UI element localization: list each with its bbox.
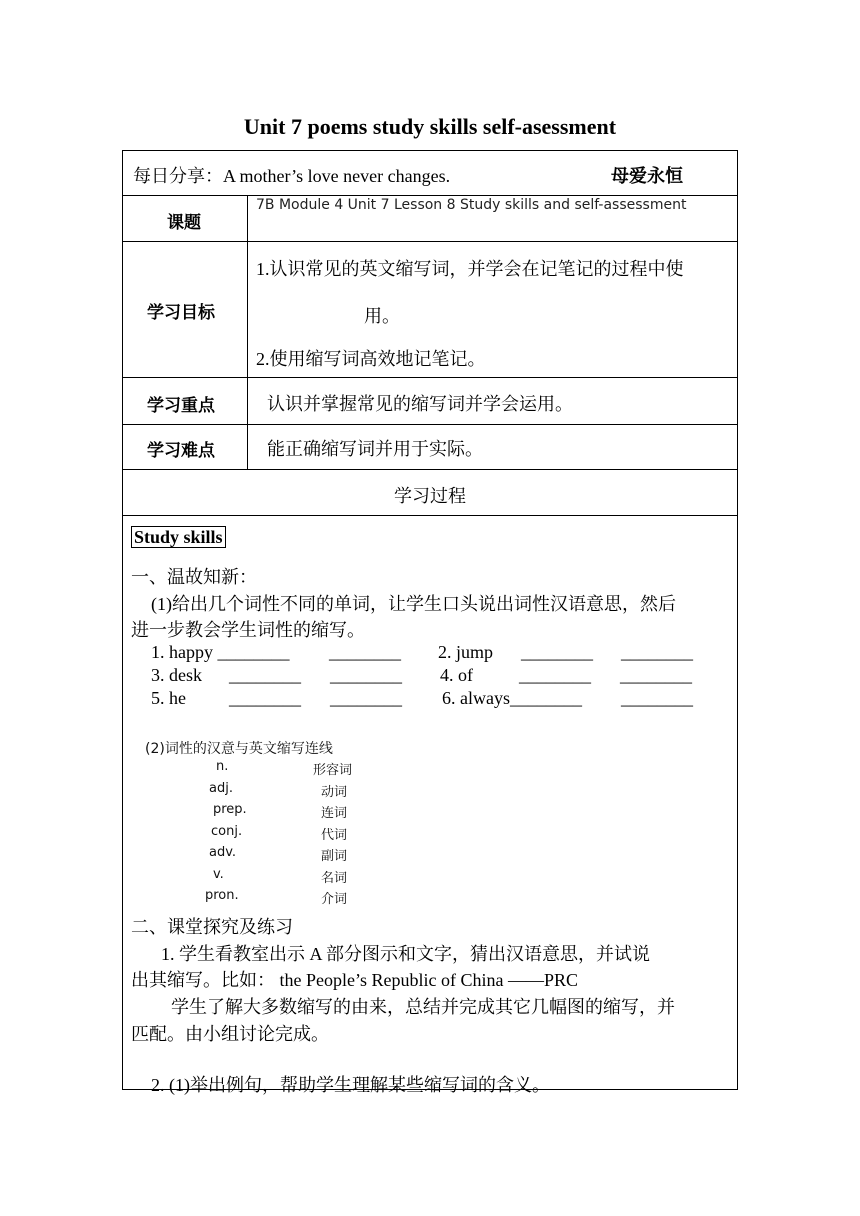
match-cn: 动词 xyxy=(321,784,348,800)
exercise-blank: ________ xyxy=(329,642,401,662)
row-divider xyxy=(123,377,737,378)
exercise-blank: ________ xyxy=(330,688,402,708)
study-skills-box: Study skills xyxy=(131,526,226,548)
exercise-item: 3. desk xyxy=(151,665,202,685)
daily-share-cn: 母爱永恒 xyxy=(611,166,683,187)
goal-line-1-cont: 用。 xyxy=(364,306,400,326)
match-abbr: pron. xyxy=(205,888,239,903)
exercise-item: 5. he xyxy=(151,688,186,708)
row-divider xyxy=(123,195,737,196)
exercise-item: 2. jump xyxy=(438,642,494,662)
exercise-blank: ________ xyxy=(330,665,402,685)
exercise-blank: ________ xyxy=(621,688,693,708)
match-title: (2)词性的汉意与英文缩写连线 xyxy=(145,741,333,757)
difficulty-label: 学习难点 xyxy=(147,441,215,461)
match-abbr: conj. xyxy=(211,823,243,839)
focus-label: 学习重点 xyxy=(147,396,215,416)
focus-value: 认识并掌握常见的缩写词并学会运用。 xyxy=(267,394,573,414)
paragraph-2b: 出其缩写。比如： the People’s Republic of China ——PRC xyxy=(131,970,578,990)
goals-label: 学习目标 xyxy=(147,303,215,323)
exercise-blank: ________ xyxy=(621,642,693,662)
goal-line-2: 2.使用缩写词高效地记笔记。 xyxy=(256,349,486,369)
row-divider xyxy=(123,515,737,516)
paragraph-2a: 1. 学生看教室出示 A 部分图示和文字，猜出汉语意思，并试说 xyxy=(161,944,651,964)
row-divider xyxy=(123,424,737,425)
goal-line-1: 1.认识常见的英文缩写词，并学会在记笔记的过程中使 xyxy=(256,259,684,279)
paragraph-3a: 学生了解大多数缩写的由来，总结并完成其它几幅图的缩写，并 xyxy=(171,997,675,1017)
exercise-item: 1. happy ________ xyxy=(151,642,290,662)
match-cn: 形容词 xyxy=(313,763,353,778)
document-title: Unit 7 poems study skills self-asessment xyxy=(243,114,617,139)
row-divider xyxy=(123,241,737,242)
match-cn: 介词 xyxy=(321,892,348,907)
exercise-blank: ________ xyxy=(519,665,591,685)
lesson-table xyxy=(122,150,738,1095)
match-cn: 代词 xyxy=(321,827,348,843)
topic-label: 课题 xyxy=(167,213,201,233)
exercise-blank: ________ xyxy=(229,665,301,685)
exercise-blank: ________ xyxy=(620,665,692,685)
paragraph-1b: 进一步教会学生词性的缩写。 xyxy=(131,620,365,640)
process-heading: 学习过程 xyxy=(394,486,466,506)
exercise-blank: ________ xyxy=(521,642,593,662)
match-cn: 连词 xyxy=(321,806,348,821)
exercise-blank: ________ xyxy=(229,688,301,708)
paragraph-1a: (1)给出几个词性不同的单词，让学生口头说出词性汉语意思，然后 xyxy=(151,594,676,614)
daily-share-text: 每日分享：A mother’s love never changes. xyxy=(133,166,451,186)
match-abbr: prep. xyxy=(213,802,247,817)
difficulty-value: 能正确缩写词并用于实际。 xyxy=(267,439,483,459)
exercise-item: 4. of xyxy=(440,665,473,685)
paragraph-3b: 匹配。由小组讨论完成。 xyxy=(131,1024,329,1044)
topic-value: 7B Module 4 Unit 7 Lesson 8 Study skills and self-assessment xyxy=(256,197,687,213)
match-abbr: v. xyxy=(213,866,224,882)
paragraph-4: 2. (1)举出例句，帮助学生理解某些缩写词的含义。 xyxy=(151,1075,550,1095)
section-1-title: 一、温故知新： xyxy=(131,567,257,587)
row-divider xyxy=(123,469,737,470)
match-cn: 名词 xyxy=(321,870,348,886)
match-abbr: adv. xyxy=(209,845,237,860)
match-cn: 副词 xyxy=(321,849,348,864)
match-abbr: adj. xyxy=(209,780,233,796)
label-column-divider xyxy=(247,195,248,469)
section-2-title: 二、课堂探究及练习 xyxy=(131,917,293,937)
exercise-item: 6. always________ xyxy=(442,688,582,708)
match-abbr: n. xyxy=(216,759,229,774)
study-skills-heading xyxy=(131,527,226,548)
